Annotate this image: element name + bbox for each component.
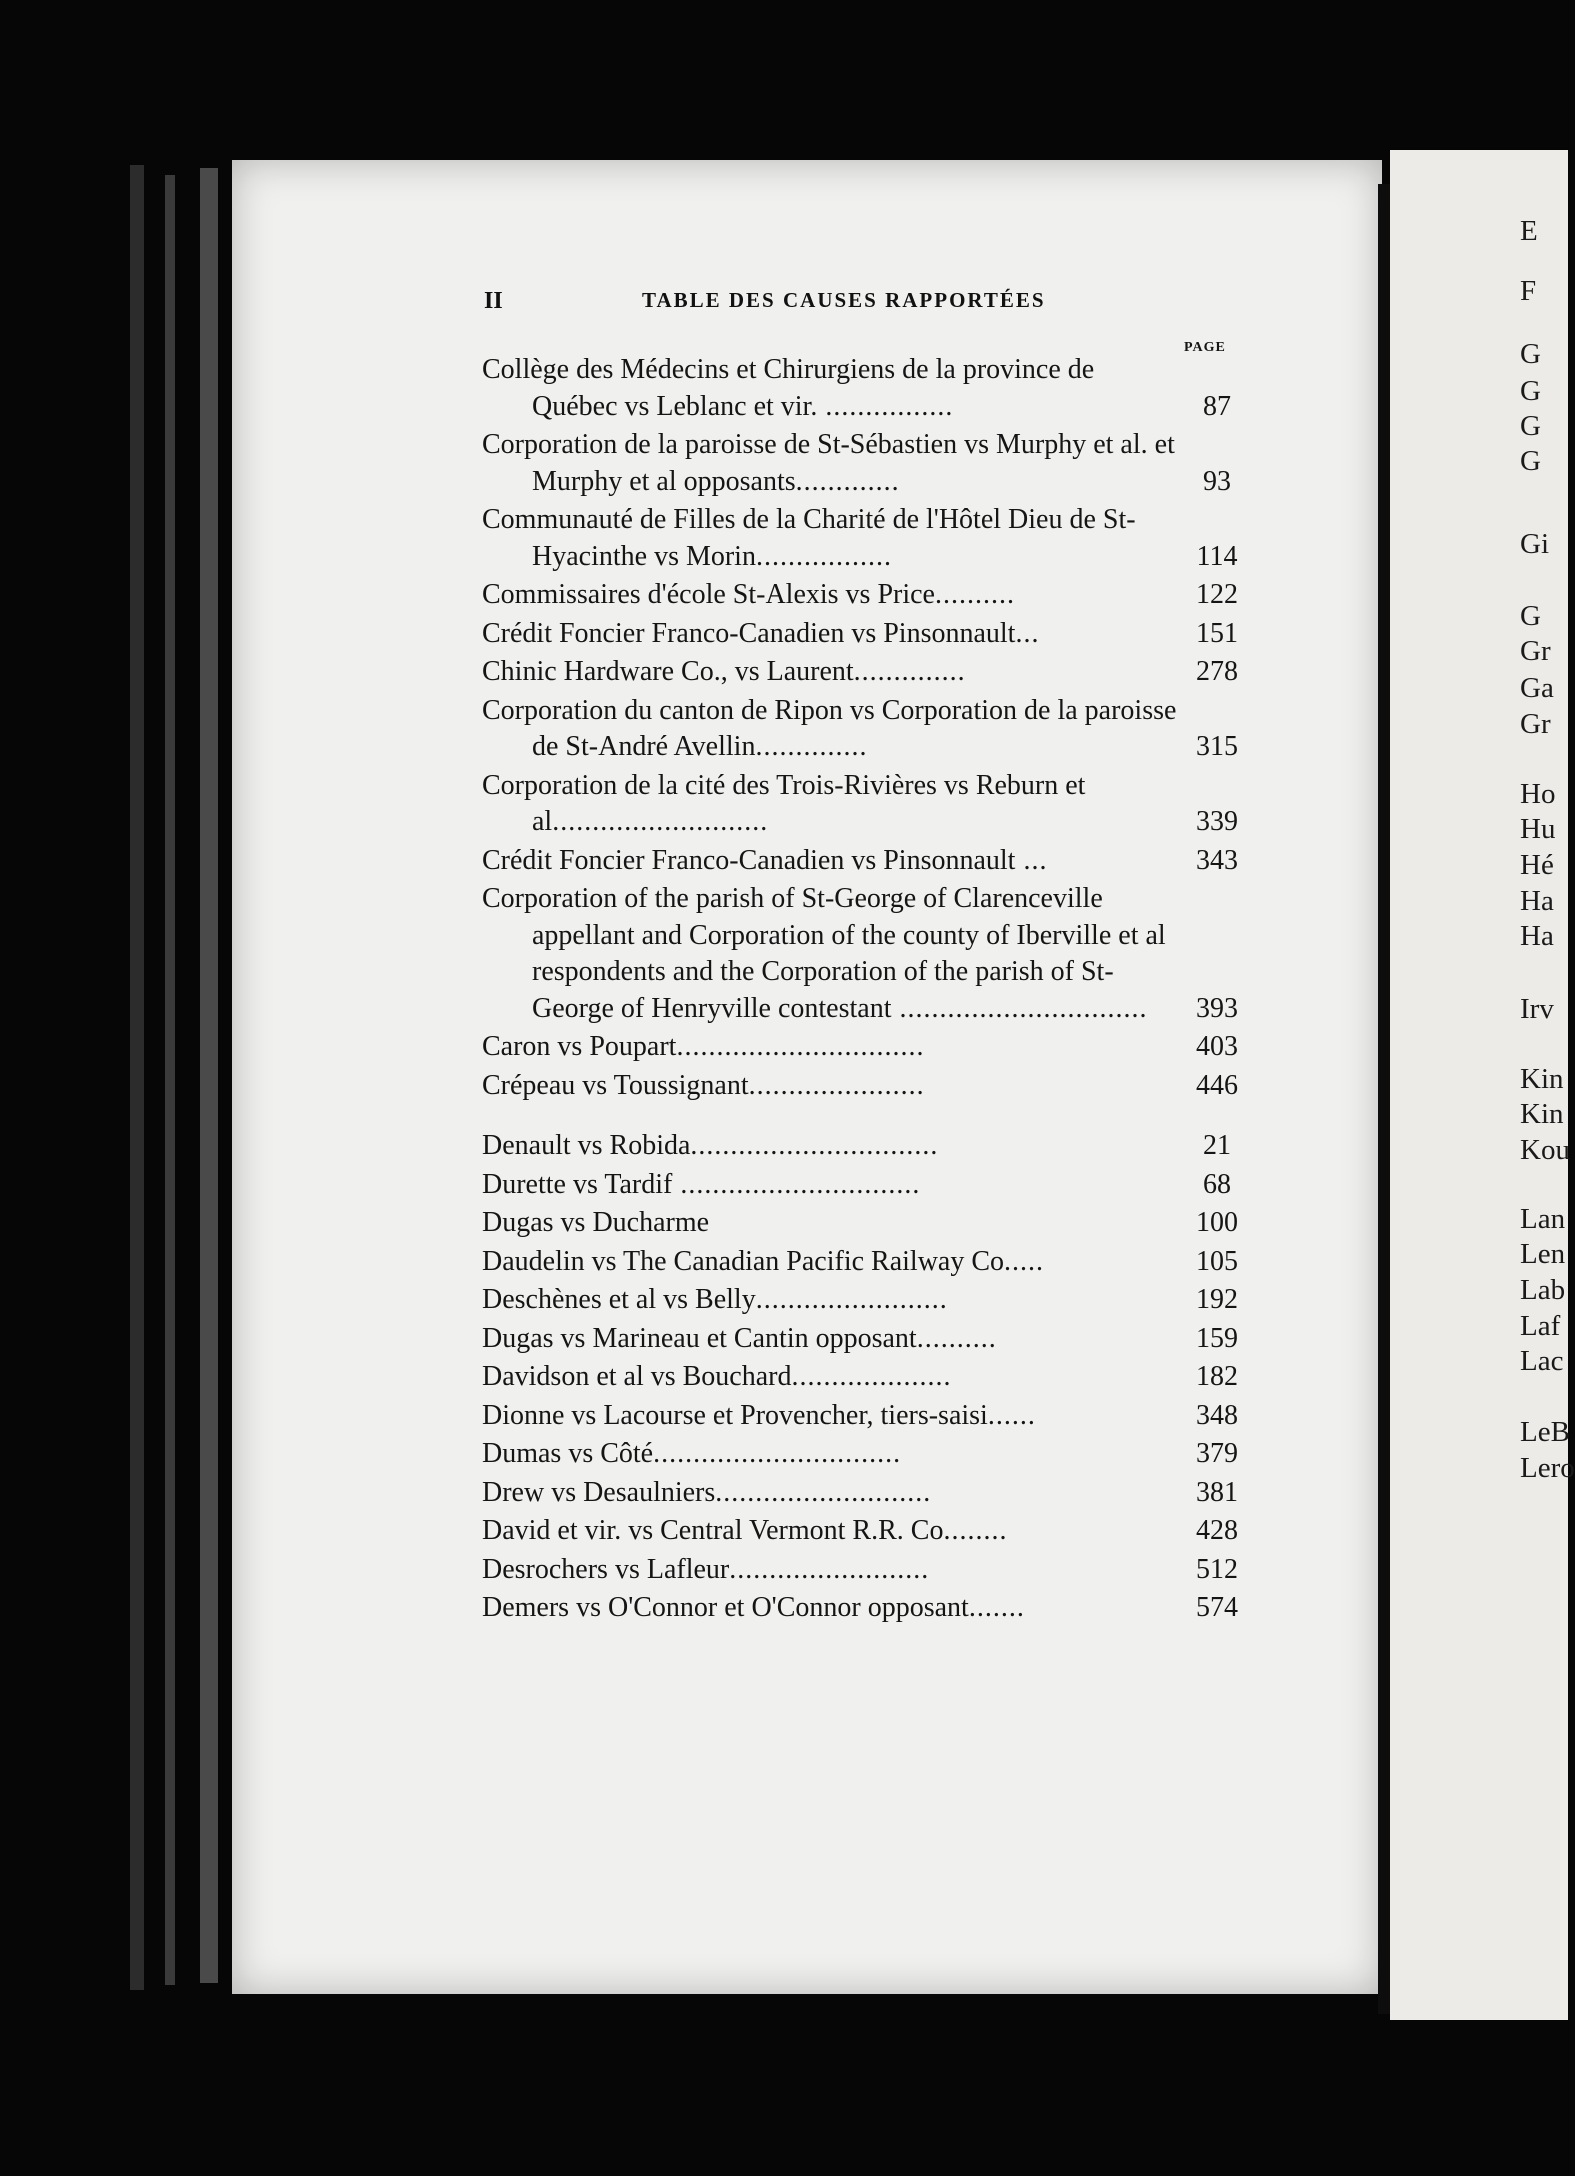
- dot-leader: ....................: [791, 1361, 952, 1392]
- dot-leader: ..............: [853, 656, 966, 687]
- case-entry: [482, 768, 1252, 841]
- dot-leader: .................: [755, 540, 892, 572]
- facing-page-fragment: G: [1520, 338, 1541, 370]
- dot-leader: .............: [795, 465, 900, 497]
- facing-page-fragment: Lab: [1520, 1274, 1566, 1306]
- facing-page-fragment: Ha: [1520, 885, 1554, 917]
- dot-leader: .....: [1004, 1245, 1045, 1277]
- case-entry: [482, 1029, 1252, 1066]
- facing-page-fragment: G: [1520, 410, 1541, 442]
- case-title: [482, 352, 1182, 425]
- page-number: II: [484, 288, 503, 314]
- facing-page-fragment: Ga: [1520, 672, 1554, 704]
- case-entry: [482, 1205, 1252, 1242]
- case-entry: [482, 881, 1252, 1027]
- dot-leader: ...............................: [676, 1031, 925, 1062]
- facing-page-fragment: Ha: [1520, 920, 1554, 952]
- case-name: Corporation de la cité des Trois-Rivières vs Reburn et al: [482, 769, 1086, 837]
- case-entry: [482, 1513, 1252, 1550]
- facing-page-fragment: Kin: [1520, 1098, 1564, 1130]
- case-entry: [482, 693, 1252, 766]
- case-title: [482, 616, 1182, 653]
- case-name: Daudelin vs The Canadian Pacific Railway Co: [482, 1245, 1005, 1277]
- facing-page: [1390, 150, 1575, 2020]
- case-name: Demers vs O'Connor et O'Connor opposant: [482, 1592, 969, 1623]
- case-page-number: 68: [1203, 1168, 1231, 1200]
- dot-leader: ...........................: [552, 806, 769, 837]
- case-entry: [482, 1167, 1252, 1204]
- case-page-number: 574: [1196, 1592, 1238, 1623]
- case-title: [482, 1513, 1182, 1550]
- case-entry: [482, 1590, 1252, 1627]
- case-page-number: 393: [1196, 992, 1238, 1024]
- case-entry: [482, 1068, 1252, 1105]
- facing-page-fragment: Kin: [1520, 1063, 1564, 1095]
- facing-page-fragment: Irv: [1520, 993, 1554, 1025]
- case-page-number: 122: [1196, 579, 1238, 610]
- book-gutter: [1378, 184, 1390, 2014]
- dot-leader: .........................: [729, 1553, 930, 1585]
- case-name: Corporation of the parish of St-George of Clarenceville appellant and Corporation of the county of Iberville et al respondents and the Corporation of the parish of St-George of Henryville contestant: [482, 883, 1166, 1024]
- dot-leader: ...: [1015, 617, 1040, 649]
- dot-leader: ..........: [916, 1322, 997, 1354]
- dot-leader: ......: [987, 1399, 1036, 1431]
- dot-leader: ........................: [755, 1284, 948, 1315]
- case-entry: [482, 654, 1252, 691]
- case-name: Crédit Foncier Franco-Canadien vs Pinsonnault: [482, 844, 1016, 876]
- case-name: Desrochers vs Lafleur: [482, 1553, 730, 1585]
- case-title: [482, 502, 1182, 575]
- dot-leader: ...: [1015, 844, 1048, 876]
- case-page-number: 428: [1196, 1515, 1238, 1546]
- case-page-number: 100: [1196, 1207, 1238, 1238]
- dot-leader: ........: [943, 1515, 1008, 1546]
- case-name: Corporation du canton de Ripon vs Corporation de la paroisse de St-André Avellin: [482, 694, 1177, 762]
- facing-page-fragment: F: [1520, 275, 1537, 307]
- case-name: Denault vs Robida: [482, 1130, 691, 1161]
- group-separator: [482, 1106, 1252, 1128]
- facing-page-fragment: G: [1520, 375, 1541, 407]
- case-name: Chinic Hardware Co., vs Laurent: [482, 656, 854, 687]
- case-title: [482, 881, 1182, 1027]
- case-page-number: 87: [1203, 390, 1231, 422]
- case-name: Dugas vs Marineau et Cantin opposant: [482, 1322, 917, 1354]
- table-of-cases: [482, 352, 1252, 1629]
- case-page-number: 379: [1196, 1438, 1238, 1469]
- dot-leader: ..............: [755, 731, 868, 762]
- book-page-edge: [165, 175, 175, 1985]
- case-title: [482, 1244, 1182, 1281]
- case-name: Dumas vs Côté: [482, 1438, 654, 1469]
- case-name: Drew vs Desaulniers: [482, 1476, 716, 1508]
- dot-leader: ..........: [934, 579, 1015, 610]
- case-entry: [482, 616, 1252, 653]
- facing-page-fragment: Lero: [1520, 1452, 1575, 1484]
- case-name: Deschènes et al vs Belly: [482, 1284, 756, 1315]
- case-title: [482, 1359, 1182, 1396]
- case-title: [482, 843, 1182, 880]
- case-page-number: 93: [1203, 465, 1231, 497]
- case-page-number: 192: [1196, 1284, 1238, 1315]
- facing-page-fragment: Hé: [1520, 849, 1554, 881]
- case-title: [482, 1205, 1182, 1242]
- case-title: [482, 1552, 1182, 1589]
- case-title: [482, 577, 1182, 614]
- case-name: Corporation de la paroisse de St-Sébastien vs Murphy et al. et Murphy et al opposants: [482, 429, 1175, 497]
- page-column-heading: PAGE: [1184, 340, 1226, 355]
- case-title: [482, 1068, 1182, 1105]
- case-name: Communauté de Filles de la Charité de l'Hôtel Dieu de St-Hyacinthe vs Morin: [482, 504, 1136, 572]
- case-name: Commissaires d'école St-Alexis vs Price: [482, 579, 935, 610]
- case-name: Caron vs Poupart: [482, 1031, 677, 1062]
- case-page-number: 278: [1196, 656, 1238, 687]
- case-name: Durette vs Tardif: [482, 1168, 673, 1200]
- case-entry: [482, 1244, 1252, 1281]
- case-page-number: 403: [1196, 1031, 1238, 1062]
- case-entry: [482, 1552, 1252, 1589]
- dot-leader: ..............................: [672, 1168, 921, 1200]
- case-title: [482, 768, 1182, 841]
- case-title: [482, 654, 1182, 691]
- book-page-edge: [130, 165, 144, 1990]
- case-title: [482, 1398, 1182, 1435]
- facing-page-fragment: LeB: [1520, 1416, 1570, 1448]
- running-title: TABLE DES CAUSES RAPPORTÉES: [642, 288, 1046, 312]
- case-page-number: 343: [1196, 844, 1238, 876]
- case-name: Dugas vs Ducharme: [482, 1207, 710, 1238]
- case-entry: [482, 502, 1252, 575]
- case-entry: [482, 1359, 1252, 1396]
- facing-page-fragment: E: [1520, 215, 1538, 247]
- facing-page-fragment: Laf: [1520, 1310, 1561, 1342]
- facing-page-fragment: G: [1520, 600, 1541, 632]
- case-entry: [482, 1398, 1252, 1435]
- book-page: [232, 160, 1382, 1994]
- facing-page-fragment: Gr: [1520, 635, 1551, 667]
- case-title: [482, 693, 1182, 766]
- case-name: Crépeau vs Toussignant: [482, 1069, 749, 1101]
- case-page-number: 151: [1196, 617, 1238, 649]
- case-page-number: 348: [1196, 1399, 1238, 1431]
- dot-leader: ...............................: [653, 1438, 902, 1469]
- case-entry: [482, 427, 1252, 500]
- case-name: Collège des Médecins et Chirurgiens de la province de Québec vs Leblanc et vir.: [482, 354, 1095, 422]
- facing-page-fragment: Len: [1520, 1238, 1566, 1270]
- dot-leader: ......................: [748, 1069, 925, 1101]
- case-title: [482, 1282, 1182, 1319]
- facing-page-fragment: G: [1520, 445, 1541, 477]
- case-entry: [482, 1128, 1252, 1165]
- case-entry: [482, 1282, 1252, 1319]
- case-page-number: 114: [1196, 540, 1238, 572]
- case-name: Dionne vs Lacourse et Provencher, tiers-saisi: [482, 1399, 988, 1431]
- case-page-number: 159: [1196, 1322, 1238, 1354]
- case-title: [482, 1475, 1182, 1512]
- case-name: David et vir. vs Central Vermont R.R. Co: [482, 1515, 944, 1546]
- case-title: [482, 427, 1182, 500]
- case-page-number: 105: [1196, 1245, 1238, 1277]
- book-page-edge: [200, 168, 218, 1983]
- case-entry: [482, 1436, 1252, 1473]
- facing-page-fragment: Ho: [1520, 778, 1556, 810]
- case-title: [482, 1590, 1182, 1627]
- case-entry: [482, 1475, 1252, 1512]
- dot-leader: ................: [817, 390, 954, 422]
- dot-leader: ...........................: [715, 1476, 932, 1508]
- facing-page-fragment: Gi: [1520, 528, 1549, 560]
- case-page-number: 446: [1196, 1069, 1238, 1101]
- case-page-number: 339: [1196, 806, 1238, 837]
- facing-page-fragment: Hu: [1520, 813, 1556, 845]
- facing-page-fragment: Lac: [1520, 1345, 1564, 1377]
- case-entry: [482, 843, 1252, 880]
- case-name: Crédit Foncier Franco-Canadien vs Pinsonnault: [482, 617, 1016, 649]
- case-name: Davidson et al vs Bouchard: [482, 1361, 792, 1392]
- case-page-number: 381: [1196, 1476, 1238, 1508]
- facing-page-fragment: Lan: [1520, 1203, 1566, 1235]
- facing-page-fragment: Kou: [1520, 1134, 1570, 1166]
- case-page-number: 512: [1196, 1553, 1238, 1585]
- case-page-number: 21: [1203, 1130, 1231, 1161]
- case-title: [482, 1321, 1182, 1358]
- case-title: [482, 1128, 1182, 1165]
- case-title: [482, 1029, 1182, 1066]
- case-title: [482, 1436, 1182, 1473]
- dot-leader: ...............................: [891, 992, 1148, 1024]
- dot-leader: ...............................: [690, 1130, 939, 1161]
- case-entry: [482, 577, 1252, 614]
- case-title: [482, 1167, 1182, 1204]
- dot-leader: .......: [968, 1592, 1025, 1623]
- case-entry: [482, 352, 1252, 425]
- facing-page-fragment: Gr: [1520, 708, 1551, 740]
- case-page-number: 182: [1196, 1361, 1238, 1392]
- case-entry: [482, 1321, 1252, 1358]
- case-page-number: 315: [1196, 731, 1238, 762]
